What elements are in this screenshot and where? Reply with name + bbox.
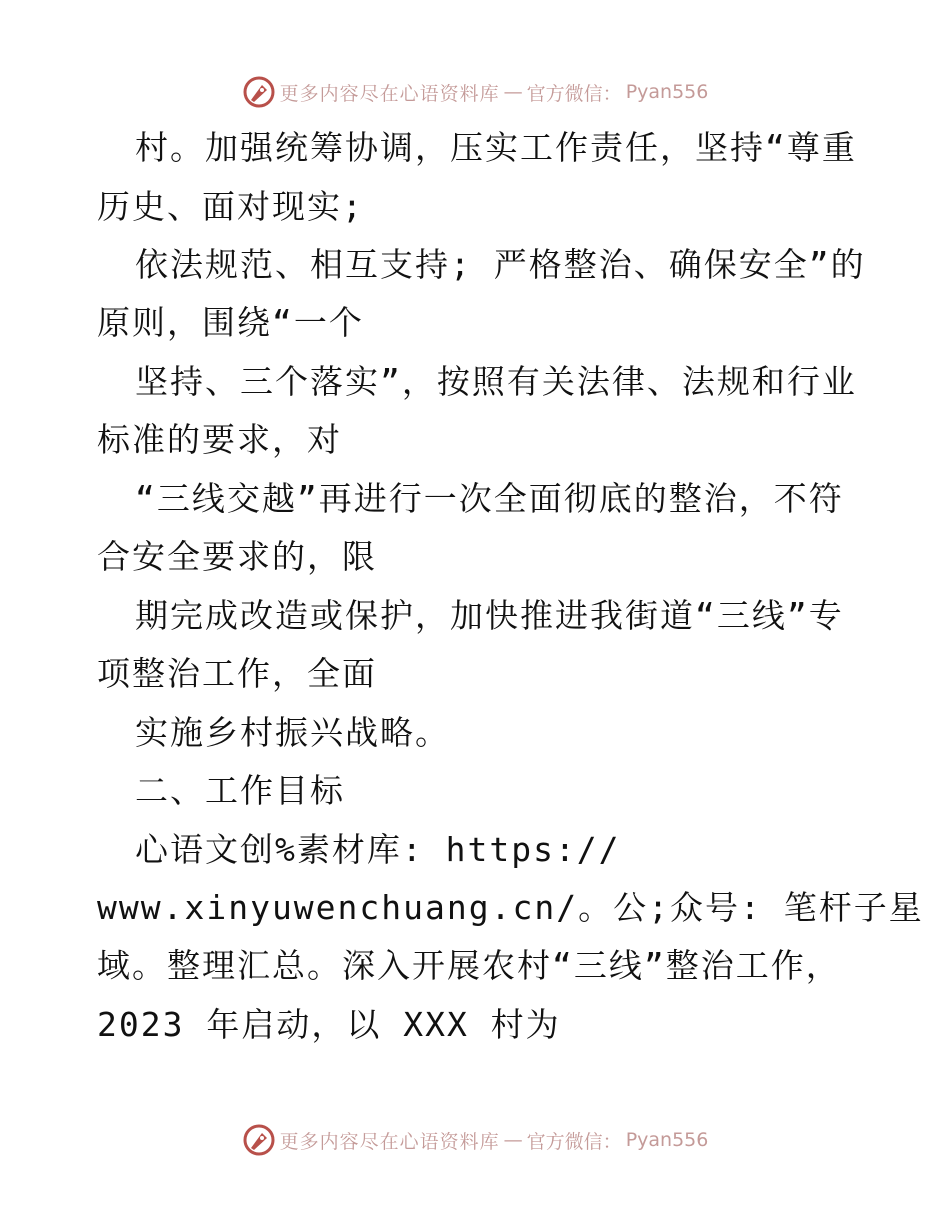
banner-wechat-id: Pyan556 [625,1129,709,1151]
footer-banner [0,1120,950,1160]
text-line: 村。加强统筹协调，压实工作责任，坚持“尊重 [135,128,857,167]
text-line: 坚持、三个落实”，按照有关法律、法规和行业 [135,362,857,401]
text-line: 原则，围绕“一个 [97,303,364,342]
banner-wechat-label: 官方微信： [526,82,622,105]
banner-wechat-id: Pyan556 [625,81,709,103]
banner-separator: — [503,1129,523,1151]
banner-text: 更多内容尽在心语资料库 [279,1130,500,1153]
text-line: 合安全要求的，限 [97,537,377,576]
banner-text: 更多内容尽在心语资料库 [279,82,500,105]
text-line: 标准的要求，对 [97,420,342,459]
text-line: “三线交越”再进行一次全面彻底的整治，不符 [135,479,844,518]
banner-separator: — [503,81,523,103]
pen-nib-logo-icon [242,1123,276,1157]
text-line: 域。整理汇总。深入开展农村“三线”整治工作， [97,946,841,985]
text-line: 实施乡村振兴战略。 [135,713,450,752]
text-line: 2023 年启动，以 XXX 村为 [97,1005,561,1044]
section-heading: 二、工作目标 [135,771,345,810]
text-line: 期完成改造或保护，加快推进我街道“三线”专 [135,596,844,635]
text-line: www.xinyuwenchuang.cn/。公;众号: 笔杆子星 [97,888,924,927]
text-line: 心语文创%素材库: https:// [135,830,621,869]
text-line: 历史、面对现实; [97,187,364,226]
text-line: 依法规范、相互支持; 严格整治、确保安全”的 [135,245,866,284]
text-line: 项整治工作，全面 [97,654,377,693]
banner-wechat-label: 官方微信： [526,1130,622,1153]
